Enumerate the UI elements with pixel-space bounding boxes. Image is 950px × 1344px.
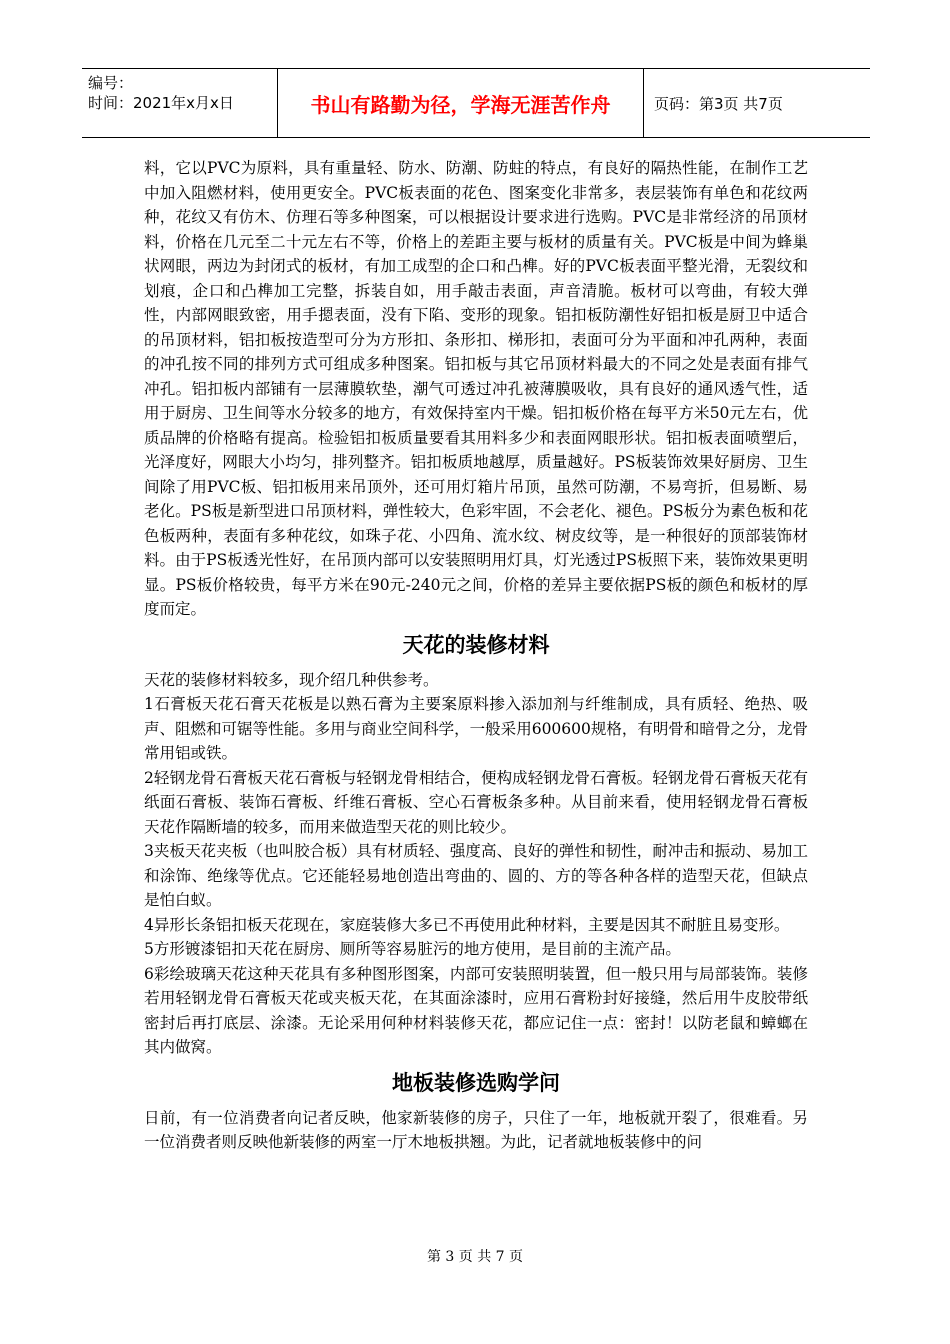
header-meta xyxy=(82,69,278,137)
page-header xyxy=(82,68,870,138)
list-item: 1石膏板天花石膏天花板是以熟石膏为主要案原料掺入添加剂与纤维制成，具有质轻、绝热、吸声、阻燃和可锯等性能。多用与商业空间科学，一般采用600600规格，有明骨和暗骨之分，龙骨常用铝或铁。 xyxy=(144,695,808,762)
list-item: 6彩绘玻璃天花这种天花具有多种图形图案，内部可安装照明装置，但一般只用与局部装饰。装修若用轻钢龙骨石膏板天花或夹板天花，在其面涂漆时，应用石膏粉封好接缝，然后用牛皮胶带纸密封后再打底层、涂漆。无论采用何种材料装修天花，都应记住一点：密封！以防老鼠和蟑螂在其内做窝。 xyxy=(144,964,808,1056)
section-heading-flooring: 地板装修选购学问 xyxy=(392,1070,560,1095)
body-paragraph: 日前，有一位消费者向记者反映，他家新装修的房子，只住了一年，地板就开裂了，很难看。另一位消费者则反映他新装修的两室一厅木地板拱翘。为此，记者就地板装修中的问 xyxy=(144,1108,808,1151)
list-item: 4异形长条铝扣板天花现在，家庭装修大多已不再使用此种材料，主要是因其不耐脏且易变形。 xyxy=(144,915,790,934)
header-page-info: 页码：第3页 共7页 xyxy=(654,94,783,113)
header-motto: 书山有路勤为径，学海无涯苦作舟 xyxy=(278,69,644,137)
document-time-label: 时间：2021年x月x日 xyxy=(88,94,234,112)
body-paragraph: 料，它以PVC为原料，具有重量轻、防水、防潮、防蛀的特点，有良好的隔热性能，在制作工艺中加入阻燃材料，使用更安全。PVC板表面的花色、图案变化非常多，表层装饰有单色和花纹两种，花纹又有仿木、仿理石等多种图案，可以根据设计要求进行选购。PVC是非常经济的吊顶材料，价格在几元至二十元左右不等，价格上的差距主要与板材的质量有关。PVC板是中间为蜂巢状网眼，两边为封闭式的板材，有加工成型的企口和凸榫。好的PVC板表面平整光滑，无裂纹和划痕，企口和凸榫加工完整，拆装自如，用手敲击表面，声音清脆。板材可以弯曲，有较大弹性，内部网眼致密，用手摁表面，没有下陷、变形的现象。铝扣板防潮性好铝扣板是厨卫中适合的吊顶材料，铝扣板按造型可分为方形扣、条形扣、梯形扣，表面可分为平面和冲孔两种，表面的冲孔按不同的排列方式可组成多种图案。铝扣板与其它吊顶材料最大的不同之处是表面有排气冲孔。铝扣板内部铺有一层薄膜软垫，潮气可透过冲孔被薄膜吸收，具有良好的通风透气性，适用于厨房、卫生间等水分较多的地方，有效保持室内干燥。铝扣板价格在每平方米50元左右，优质品牌的价格略有提高。检验铝扣板质量要看其用料多少和表面网眼形状。铝扣板表面喷塑后，光泽度好，网眼大小均匀，排列整齐。铝扣板质地越厚，质量越好。PS板装饰效果好厨房、卫生间除了用PVC板、铝扣板用来吊顶外，还可用灯箱片吊顶，虽然可防潮，不易弯折，但易断、易老化。PS板是新型进口吊顶材料，弹性较大，色彩牢固，不会老化、褪色。PS板分为素色板和花色板两种，表面有多种花纹，如珠子花、小四角、流水纹、树皮纹等，是一种很好的顶部装饰材料。由于PS板透光性好，在吊顶内部可以安装照明用灯具，灯光透过PS板照下来，装饰效果更明显。PS板价格较贵，每平方米在90元-240元之间，价格的差异主要依据PS板的颜色和板材的厚度而定。 xyxy=(144,159,808,618)
list-item: 2轻钢龙骨石膏板天花石膏板与轻钢龙骨相结合，便构成轻钢龙骨石膏板。轻钢龙骨石膏板天花有纸面石膏板、装饰石膏板、纤维石膏板、空心石膏板条多种。从目前来看，使用轻钢龙骨石膏板天花作隔断墙的较多，而用来做造型天花的则比较少。 xyxy=(144,768,808,836)
section-heading-ceiling-materials: 天花的装修材料 xyxy=(402,632,550,657)
section-intro: 天花的装修材料较多，现介绍几种供参考。 xyxy=(144,670,439,689)
list-item: 5方形镀漆铝扣天花在厨房、厕所等容易脏污的地方使用，是目前的主流产品。 xyxy=(144,940,681,958)
document-number-label: 编号： xyxy=(88,74,134,92)
document-body xyxy=(144,156,808,1155)
list-item: 3夹板天花夹板（也叫胶合板）具有材质轻、强度高、良好的弹性和韧性，耐冲击和振动、易加工和涂饰、绝缘等优点。它还能轻易地创造出弯曲的、圆的、方的等各种各样的造型天花，但缺点是怕白蚁。 xyxy=(144,842,808,909)
page-footer: 第 3 页 共 7 页 xyxy=(426,1249,524,1265)
